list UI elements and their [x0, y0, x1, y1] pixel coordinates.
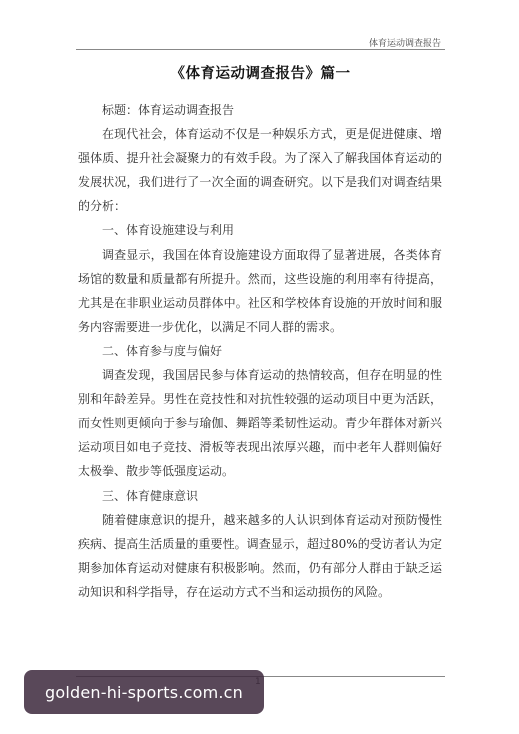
running-header: 体育运动调查报告 [368, 39, 441, 49]
site-watermark: golden-hi-sports.com.cn [24, 670, 264, 714]
paragraph-facilities: 调查显示，我国在体育设施建设方面取得了显著进展，各类体育场馆的数量和质量都有所提升。然而，这些设施的利用率有待提高，尤其是在非职业运动员群体中。社区和学校体育设施的开放时间和服务内容需要进一步优化，以满足不同人群的需求。 [78, 247, 442, 334]
paragraph-subject: 标题：体育运动调查报告 [102, 103, 235, 117]
section-heading-participation: 二、体育参与度与偏好 [102, 343, 223, 358]
document-body [78, 98, 442, 604]
section-heading-facilities: 一、体育设施建设与利用 [102, 223, 235, 238]
paragraph-intro: 在现代社会，体育运动不仅是一种娱乐方式，更是促进健康、增强体质、提升社会凝聚力的有效手段。为了深入了解我国体育运动的发展状况，我们进行了一次全面的调查研究。以下是我们对调查结果的分析： [78, 127, 442, 214]
document-title: 《体育运动调查报告》篇一 [170, 65, 351, 82]
section-heading-health: 三、体育健康意识 [102, 488, 199, 503]
paragraph-health: 随着健康意识的提升，越来越多的人认识到体育运动对预防慢性疾病、提高生活质量的重要性。调查显示，超过80%的受访者认为定期参加体育运动对健康有积极影响。然而，仍有部分人群由于缺乏运动知识和科学指导，存在运动方式不当和运动损伤的风险。 [78, 512, 442, 599]
paragraph-participation: 调查发现，我国居民参与体育运动的热情较高，但存在明显的性别和年龄差异。男性在竞技性和对抗性较强的运动项目中更为活跃，而女性则更倾向于参与瑜伽、舞蹈等柔韧性运动。青少年群体对新兴运动项目如电子竞技、滑板等表现出浓厚兴趣，而中老年人群则偏好太极拳、散步等低强度运动。 [78, 368, 442, 479]
header-divider [76, 49, 445, 50]
